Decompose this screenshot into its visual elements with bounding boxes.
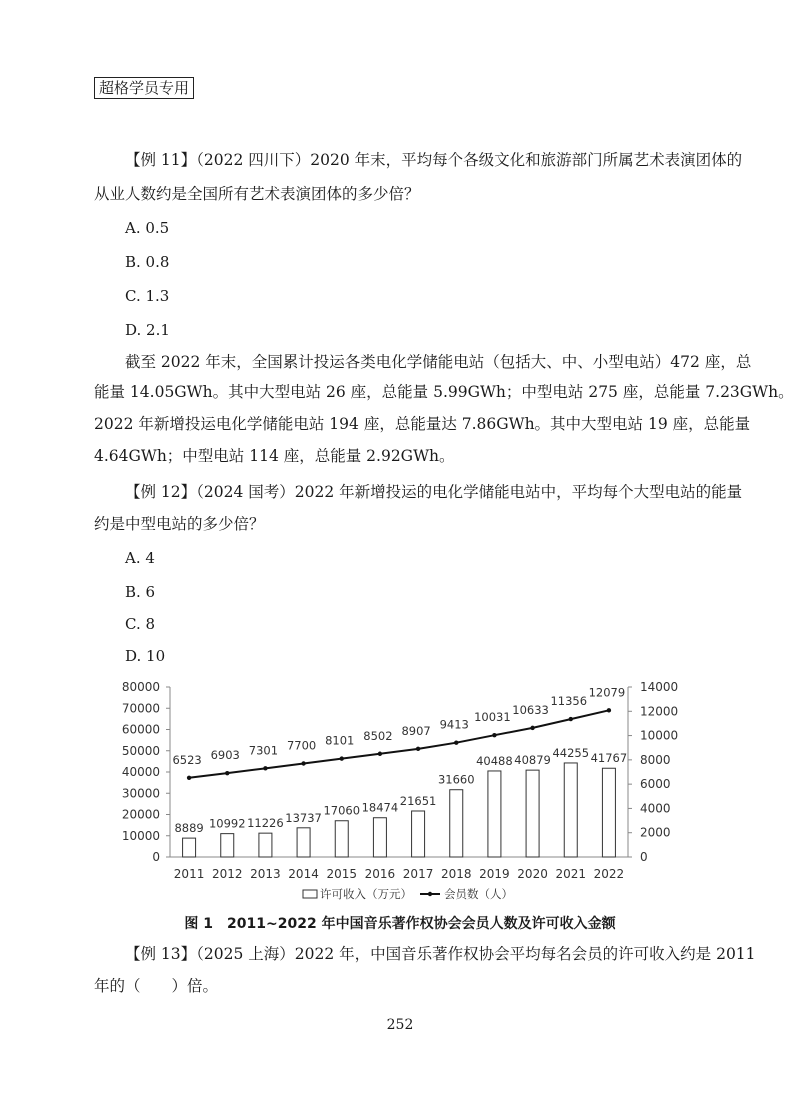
members-point-label: 8907 (401, 723, 431, 738)
membership-revenue-chart (110, 670, 700, 910)
members-point (263, 766, 267, 770)
revenue-bar (564, 763, 577, 857)
members-point (416, 747, 420, 751)
page-number: 252 (386, 1017, 414, 1033)
left-axis-tick-label: 80000 (121, 680, 160, 694)
legend-line-marker (428, 892, 432, 896)
right-axis-tick-label: 4000 (640, 801, 671, 816)
legend-bar-swatch (303, 890, 317, 898)
revenue-bar (259, 833, 272, 857)
members-point-label: 7301 (248, 743, 279, 758)
example-13-question: 【例 13】（2025 上海）2022 年，中国音乐著作权协会平均每名会员的许可收入约是 2011 (125, 945, 756, 963)
x-axis-tick-label: 2012 (211, 867, 243, 881)
members-point-label: 12079 (588, 685, 626, 700)
revenue-bar-label: 31660 (437, 772, 475, 787)
right-axis-tick-label: 14000 (640, 680, 679, 694)
passage-line-3: 2022 年新增投运电化学储能电站 194 座，总能量达 7.86GWh。其中大型电站 19 座，总能量 (94, 415, 751, 433)
revenue-bar-label: 10992 (208, 816, 246, 831)
revenue-bar (412, 811, 425, 857)
example-13-question-cont: 年的（ ）倍。 (94, 977, 219, 995)
x-axis-tick-label: 2017 (402, 867, 434, 881)
revenue-bar (602, 768, 615, 857)
left-axis-tick-label: 20000 (121, 807, 160, 822)
example-12-option-c: C. 8 (125, 615, 156, 633)
student-only-badge: 超格学员专用 (94, 77, 194, 99)
members-point-label: 9413 (439, 717, 469, 732)
revenue-bar-label: 18474 (361, 800, 399, 815)
x-axis-tick-label: 2015 (326, 867, 358, 881)
revenue-bar-label: 11226 (247, 816, 284, 831)
revenue-bar (183, 838, 196, 857)
revenue-bar (526, 770, 539, 857)
example-11-option-b: B. 0.8 (125, 253, 170, 271)
example-12-question: 【例 12】（2024 国考）2022 年新增投运的电化学储能电站中，平均每个大型电站的能量 (125, 483, 743, 501)
x-axis-tick-label: 2021 (555, 867, 587, 881)
right-axis-tick-label: 6000 (640, 777, 671, 792)
x-axis-tick-label: 2019 (479, 867, 510, 881)
revenue-bar-label: 40488 (476, 753, 513, 768)
members-point-label: 10031 (474, 710, 511, 725)
figure-caption: 图 1 2011~2022 年中国音乐著作权协会会员人数及许可收入金额 (184, 916, 616, 932)
members-point-label: 8502 (363, 728, 393, 743)
revenue-bar-label: 13737 (285, 810, 322, 825)
example-11-option-c: C. 1.3 (125, 287, 170, 305)
members-point (225, 771, 229, 775)
revenue-bar (221, 834, 234, 857)
example-11-option-a: A. 0.5 (125, 219, 170, 237)
members-point-label: 8101 (325, 733, 355, 748)
left-axis-tick-label: 40000 (121, 765, 160, 779)
members-point-label: 10633 (512, 702, 549, 717)
revenue-bar-label: 44255 (552, 745, 590, 760)
revenue-bar-label: 17060 (323, 803, 361, 818)
revenue-bar (488, 771, 501, 857)
members-point (454, 740, 458, 744)
passage-line-2: 能量 14.05GWh。其中大型电站 26 座，总能量 5.99GWh；中型电站 275 座，总能量 7.23GWh。 (94, 383, 794, 401)
left-axis-tick-label: 10000 (121, 828, 160, 843)
left-axis-tick-label: 0 (152, 850, 160, 864)
example-11-question: 【例 11】（2022 四川下）2020 年末，平均每个各级文化和旅游部门所属艺术表演团体的 (125, 151, 743, 169)
members-point (301, 761, 305, 765)
revenue-bar-label: 21651 (399, 793, 437, 808)
right-axis-tick-label: 12000 (640, 704, 679, 719)
legend-bar-label: 许可收入（万元） (320, 887, 412, 901)
revenue-bar (450, 790, 463, 857)
x-axis-tick-label: 2022 (593, 867, 625, 881)
passage-line-1: 截至 2022 年末，全国累计投运各类电化学储能电站（包括大、中、小型电站）472 座，总 (125, 353, 752, 371)
members-point (607, 708, 611, 712)
members-point (492, 733, 496, 737)
members-point-label: 6903 (210, 748, 240, 763)
left-axis-tick-label: 60000 (121, 722, 160, 737)
revenue-bar (297, 828, 310, 857)
example-12-option-a: A. 4 (125, 549, 155, 567)
left-axis-tick-label: 70000 (121, 701, 160, 716)
members-point-label: 11356 (550, 694, 588, 709)
x-axis-tick-label: 2018 (440, 867, 472, 881)
left-axis-tick-label: 50000 (121, 743, 160, 758)
revenue-bar (373, 818, 386, 857)
x-axis-tick-label: 2014 (288, 867, 319, 881)
revenue-bar-label: 8889 (174, 821, 204, 836)
passage-line-4: 4.64GWh；中型电站 114 座，总能量 2.92GWh。 (94, 447, 455, 465)
members-point (569, 717, 573, 721)
left-axis-tick-label: 30000 (121, 786, 160, 801)
right-axis-tick-label: 10000 (640, 728, 679, 743)
members-point (340, 756, 344, 760)
example-12-option-b: B. 6 (125, 583, 156, 601)
right-axis-tick-label: 8000 (640, 752, 671, 767)
revenue-bar (335, 821, 348, 857)
x-axis-tick-label: 2011 (173, 867, 205, 881)
example-12-question-cont: 约是中型电站的多少倍？ (94, 515, 265, 533)
right-axis-tick-label: 0 (640, 850, 648, 864)
example-11-option-d: D. 2.1 (125, 321, 170, 339)
members-point (187, 776, 191, 780)
example-12-option-d: D. 10 (125, 647, 166, 665)
revenue-bar-label: 40879 (514, 753, 551, 768)
example-11-question-cont: 从业人数约是全国所有艺术表演团体的多少倍？ (94, 185, 420, 203)
x-axis-tick-label: 2020 (517, 867, 548, 881)
members-point-label: 7700 (286, 738, 317, 753)
members-point-label: 6523 (172, 752, 202, 767)
x-axis-tick-label: 2013 (250, 867, 281, 881)
legend-line-label: 会员数（人） (444, 887, 513, 901)
members-point (378, 752, 382, 756)
x-axis-tick-label: 2016 (364, 867, 396, 881)
right-axis-tick-label: 2000 (640, 825, 671, 840)
revenue-bar-label: 41767 (590, 751, 628, 766)
members-point (530, 726, 534, 730)
